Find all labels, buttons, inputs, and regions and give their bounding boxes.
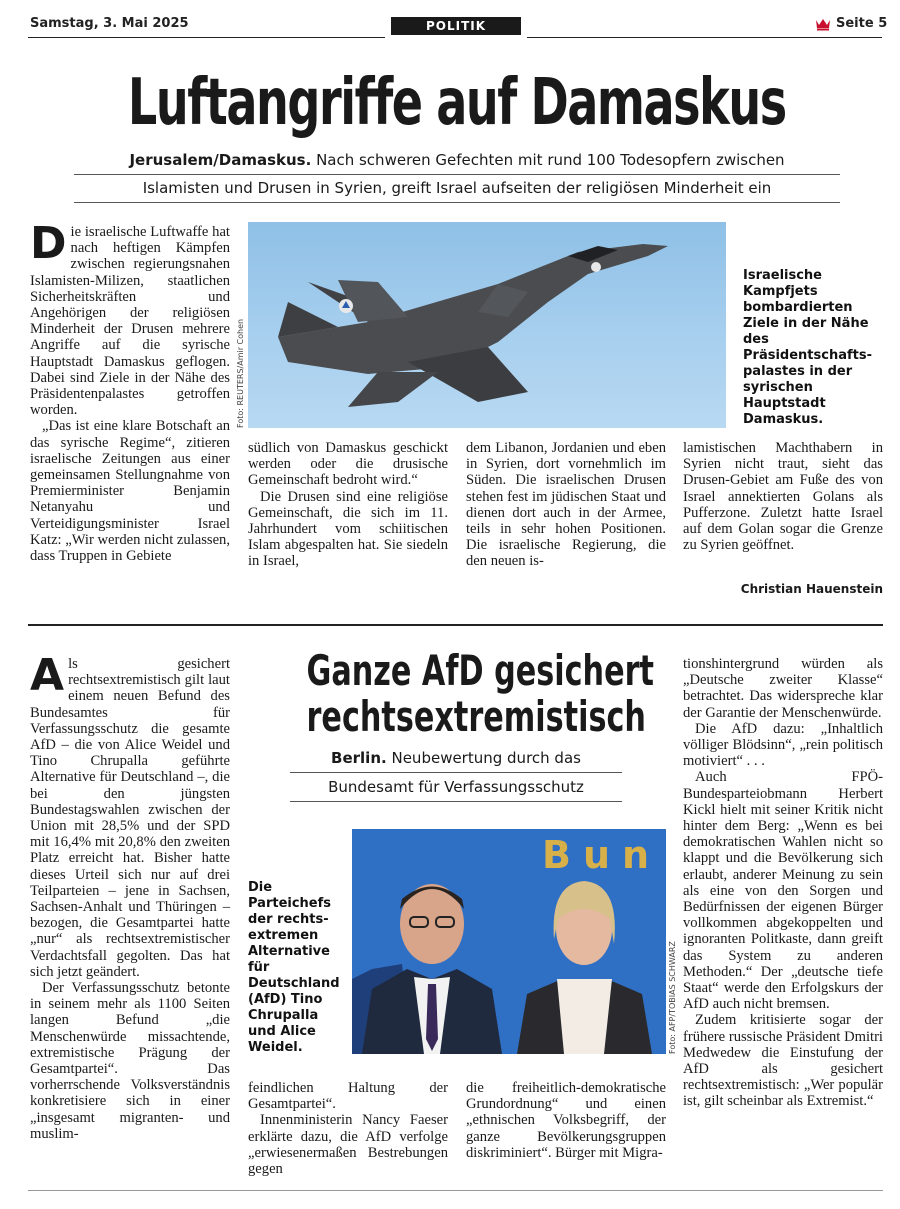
- article1-lead-text1: Nach schweren Gefechten mit rund 100 Todesopfern zwischen: [316, 151, 785, 169]
- article2-column-2: [248, 1080, 448, 1177]
- page-bottom-rule: [28, 1190, 883, 1191]
- page-number: Seite 5: [836, 16, 888, 31]
- article1-caption: Israelische Kampfjets bombardierten Ziele in der Nähe des Präsidentschaftspalastes in der syrischen Hauptstadt Damaskus.: [743, 268, 872, 427]
- article2-col2-p2: Innenministerin Nancy Faeser erklärte dazu, die AfD verfolge „erwiesenermaßen Bestrebungen gegen: [248, 1112, 448, 1178]
- article2-lead-line2: Bundesamt für Verfassungsschutz: [328, 778, 584, 796]
- article2-lead-rule1: [290, 772, 622, 773]
- article1-column-2: [248, 440, 448, 570]
- article1-drop-letter: D: [30, 218, 67, 269]
- article1-lead-line1: [74, 150, 840, 170]
- article2-column-4: [683, 656, 883, 1110]
- article2-headline-line1: Ganze AfD gesichert: [306, 648, 654, 695]
- article2-lead-rule2: [290, 801, 622, 802]
- article2-col1-p1: ls gesichert rechtsextremistisch gilt laut einem neuen Befund des Bundesamtes für Verfassungsschutz die gesamte AfD – die von Alice Weidel und Tino Chrupalla geführte Alternative für Deutschland –, die bei den jüngsten Bundestagswahlen zwischen der Union mit 28,5% und der SPD mit 16,4% mit 20,8% den zweiten Platz erreicht hat. Bisher hatte dieses Urteil sich nur auf drei Teilparteien – jene in Sachsen, Sachsen-Anhalt und Thüringen – bezogen, die Gesamtpartei hatte „nur“ als rechtsextremistischer Verdachtsfall gegolten. Das hat sich jetzt geändert.: [30, 656, 230, 980]
- article1-lead-rule2: [74, 202, 840, 203]
- article1-col2-p1: südlich von Damaskus geschickt werden oder die drusische Gemeinschaft bedroht wird.“: [248, 440, 448, 489]
- article1-column-3: [466, 440, 666, 570]
- article2-lead-line1: [290, 748, 622, 768]
- article1-col3-p1: dem Libanon, Jordanien und eben in Syrien, dort vornehmlich im Süden. Die israelischen Drusen stehen fest im jüdischen Staat und dienen dort auch in der Armee, teils in sehr hohen Positionen. Die israelische Regierung, die den neuen is-: [466, 440, 666, 570]
- article2-col2-p1: feindlichen Haltung der Gesamtpartei“.: [248, 1080, 448, 1113]
- article2-dateline: Berlin.: [331, 749, 387, 767]
- article1-photo-credit: Foto: REUTERS/Amir Cohen: [236, 318, 245, 428]
- article2-drop-letter: A: [30, 650, 65, 701]
- page-date: Samstag, 3. Mai 2025: [30, 16, 189, 31]
- fighter-jet-photo: [248, 222, 726, 428]
- article1-col1-p2: „Das ist eine klare Botschaft an das syrische Regime“, zitieren israelische Zeitungen aus einer gemeinsamen Stellungnahme von Premierminister Benjamin Netanyahu und Verteidigungsminister Israel Katz: „Wir werden nicht zulassen, dass Truppen in Gebiete: [30, 418, 230, 565]
- article-divider: [28, 624, 883, 626]
- article2-lead-text1: Neubewertung durch das: [391, 749, 581, 767]
- crown-icon: [815, 16, 831, 30]
- article1-col1-p1: ie israelische Luftwaffe hat nach heftigen Kämpfen zwischen regierungsnahen Islamisten-Milizen, staatlichen Sicherheitskräften und Angehörigen der religiösen Minderheit der Drusen mehrere Angriffe auf die syrische Hauptstadt Damaskus geflogen. Dabei sind Ziele in der Nähe des Präsidentenpalastes getroffen worden.: [30, 224, 230, 419]
- article2-col4-p1: tionshintergrund würden als „Deutsche zweiter Klasse“ betrachtet. Das widerspreche klar der Garantie der Menschenwürde.: [683, 656, 883, 721]
- article2-col4-p2: Die AfD dazu: „Inhaltlich völliger Blödsinn“, „rein politisch motiviert“ . . .: [683, 720, 883, 770]
- article1-column-4: [683, 440, 883, 553]
- section-label: POLITIK: [391, 17, 521, 35]
- article2-headline-wrap: [248, 648, 666, 742]
- photo-sign-text: Bun: [542, 833, 662, 877]
- article1-headline-wrap: [0, 68, 900, 138]
- article2-photo-credit: Foto: AFP/TOBIAS SCHWARZ: [668, 941, 677, 1054]
- article1-column-1: [30, 218, 230, 565]
- article2-column-3: [466, 1080, 666, 1161]
- article1-col4-p1: lamistischen Machthabern in Syrien nicht traut, sieht das Drusen-Gebiet am Fuße des von Israel annektierten Golans als Pufferzone. Zuletzt hatte Israel auf dem Golan sogar die Grenze zu Syrien geöffnet.: [683, 440, 883, 554]
- header-rule-left: [28, 37, 385, 38]
- article2-column-1: [30, 650, 230, 1142]
- article1-dateline: Jerusalem/Damaskus.: [129, 151, 312, 169]
- article1-lead-rule1: [74, 174, 840, 175]
- article2-caption: Die Parteichefs der rechtsextremen Alternative für Deutschland (AfD) Tino Chrupalla und Alice Weidel.: [248, 880, 340, 1055]
- article1-lead-line2: Islamisten und Drusen in Syrien, greift Israel aufseiten der religiösen Minderheit ein: [142, 179, 772, 197]
- afd-leaders-photo: [352, 829, 666, 1054]
- article1-headline: Luftangriffe auf Damaskus: [127, 68, 786, 138]
- article1-col2-p2: Die Drusen sind eine religiöse Gemeinschaft, die sich im 11. Jahrhundert vom schiitischen Islam abgespalten hat. Sie siedeln in Israel,: [248, 488, 448, 570]
- header-rule-right: [527, 37, 882, 38]
- article2-col1-p2: Der Verfassungsschutz betonte in seinem mehr als 1100 Seiten langen Befund „die Menschenwürde missachtende, extremistische Prägung der Gesamtpartei“. Das vorherrschende Volksverständnis konkretisiere sich in einer „insgesamt migranten- und muslim-: [30, 980, 230, 1142]
- article2-col4-p4: Zudem kritisierte sogar der frühere russische Präsident Dmitri Medwedew die Einstufung der AfD als gesichert rechtsextremistisch: „Wer populär ist, gilt scheinbar als Extremist.“: [683, 1012, 883, 1110]
- article1-author: Christian Hauenstein: [740, 582, 883, 596]
- article2-col4-p3: Auch FPÖ-Bundesparteiobmann Herbert Kickl hielt mit seiner Kritik nicht hinter dem Berg: „Wenn es bei demokratischen Wahlen nicht so klappt und die Bevölkerung sich erlaubt, anderer Meinung zu sein als eine von den Sorgen und Bedürfnissen der eigenen Bürger vollkommen abgekoppelten und ignoranten Politkaste, dann greift das System zu anderen Methoden.“ Der „deutsche tiefe Staat“ werde den Erfolgskurs der AfD auch nicht bremsen.: [683, 769, 883, 1013]
- article2-col3-p1: die freiheitlich-demokratische Grundordnung“ und einen „ethnischen Volksbegriff, der ganze Bevölkerungsgruppen diskriminiert“. Bürger mit Migra-: [466, 1080, 666, 1161]
- article2-headline-line2: rechtsextremistisch: [306, 692, 646, 741]
